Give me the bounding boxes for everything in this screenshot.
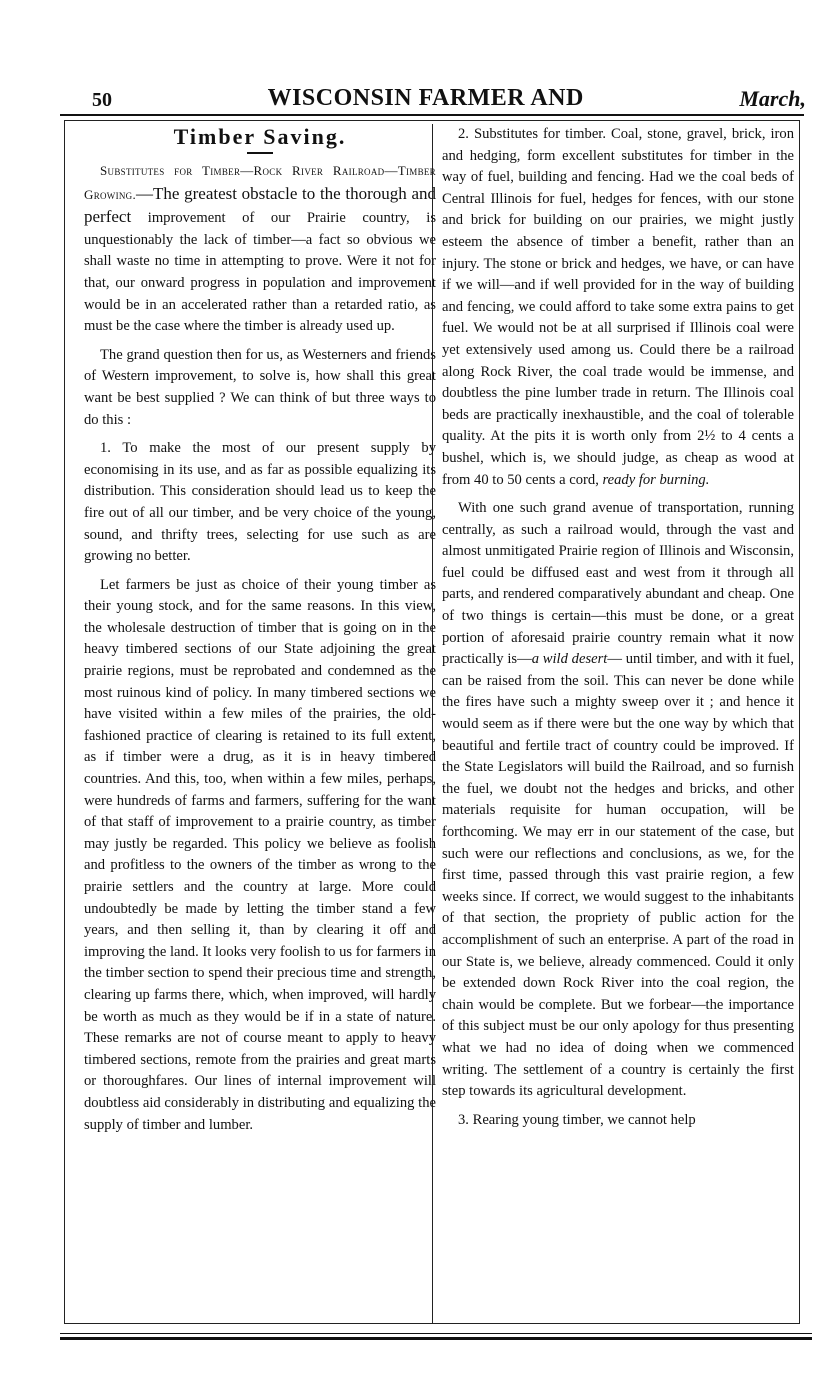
intro-lead-text: —The greatest obstacle to the thorough and perfect xyxy=(84,183,436,227)
article-paragraph: 1. To make the most of our present supply by economising in its use, and as far as possible equalizing its distribution. This consideration should lead us to keep the fire out of all our timber, and be very choice of the young, sound, and thrifty trees, selecting for use such as are growing no better. xyxy=(84,440,436,565)
left-column xyxy=(84,124,436,1316)
italic-phrase: a wild desert xyxy=(531,651,608,668)
article-subheads: Substitutes for Timber—Rock River Railroad—Timber Growing. xyxy=(84,163,436,202)
article-title: Timber Saving. xyxy=(173,124,347,149)
article-paragraph: 3. Rearing young timber, we cannot help xyxy=(458,1111,696,1128)
newspaper-page xyxy=(60,78,812,1326)
paragraph-text: With one such grand avenue of transportation, running centrally, as such a railroad would, through the vast and almost unmitigated Prairie region of Illinois and Wisconsin, fuel could be diffused east and west from it through all parts, and rendered comparatively abundant and cheap. One of two things is certain—this must be done, or a great portion of aforesaid prairie country remain what it now practically is— xyxy=(442,500,794,668)
article-paragraph xyxy=(442,498,794,1103)
bottom-rule xyxy=(60,1333,812,1340)
publication-title: WISCONSIN FARMER AND xyxy=(267,85,584,111)
paragraph-text: 2. Substitutes for timber. Coal, stone, gravel, brick, iron and hedging, form excellent substitutes for timber in the way of fuel, building and fencing. Had we the coal beds of Central Illinois for fuel, hedges for fences, with our stone and brick for building on our prairies, we might justly esteem the absence of timber a benefit, rather than an injury. The stone or brick and hedges, we have, or can have if we will—and if well provided for in the way of building and fencing, we could afford to take some extra pains to get fuel. We would not be at all surprised if Illinois coal were yet extensively used among us. Could there be a railroad along Rock River, the coal trade would be immense, and doubtless the pine lumber trade in return. The Illinois coal beds are practically inexhaustible, and the coal of tolerable quality. At the pits it is worth only from 2½ to 4 cents a bushel, which is, we should judge, as cheap as wood at from 40 to 50 cents a cord, xyxy=(442,126,794,488)
italic-phrase: ready for burning. xyxy=(602,471,710,488)
paragraph-text: — until timber, and with it fuel, can be raised from the soil. This can never be done while the fires have such a mighty sweep over it ; and hence it would seem as if there were but the one way by which that beautiful and fertile tract of country could be improved. If the State Legislators will build the Railroad, and so furnish the fuel, we doubt not the hedges and bricks, and other materials requisite for human occupation, will be forthcoming. We may err in our statement of the case, but such were our reflections and conclusions, as we, for the first time, passed through this vast prairie region, a few weeks since. If correct, we would suggest to the inhabitants of that section, the propriety of public action for the accomplishment of such an enterprise. A part of the road in our State is, we believe, already commenced. Could it only be extended down Rock River into the coal region, the chain would be complete. But we forbear—the importance of this subject must be our only apology for thus presenting what we had no idea of doing when we commenced writing. The settlement of a country is certainly the first step towards its agricultural development. xyxy=(442,651,794,1100)
page-header xyxy=(60,78,812,112)
intro-rest-text: improvement of our Prairie country, is unquestionably the lack of timber—a fact so obvious we shall waste no time in attempting to prove. Were it not for that, our onward progress in population and improvement would be in an accelerated rather than a retarded ratio, as must be the case where the timber is already used up. xyxy=(84,210,436,335)
right-column xyxy=(442,124,794,1316)
article-paragraph: Let farmers be just as choice of their young timber as their young stock, and for the same reasons. In this view, the wholesale destruction of timber that is going on in the heavy timbered sections of our State adjoining the great prairie regions, must be reprobated and condemned as the most ruinous kind of policy. In many timbered sections we have visited within a few miles of the prairies, the old-fashioned practice of clearing is retained to its full extent, as if timber were a drug, as it is in heavy timbered countries. And this, too, when within a few miles, perhaps, were hundreds of farms and farmers, suffering for the want of that staff of improvement to a prairie country, as timber may justly be regarded. This policy we believe as foolish and profitless to the owners of the timber as wrong to the prairie settlers and the country at large. More could undoubtedly be made by letting the timber stand a few years, and then selling it, than by clearing it off and improving the land. It looks very foolish to us for farmers in the timber section to spend their precious time and strength, clearing up farms there, which, when improved, will hardly be worth as much as they would be if in a state of nature. These remarks are not of course meant to apply to heavy timbered sections, remote from the prairies and great marts or thoroughfares. Our lines of internal improvement will doubtless aid considerably in distributing and equalizing the supply of timber and lumber. xyxy=(84,576,436,1133)
page-number: 50 xyxy=(92,89,112,111)
article-paragraph xyxy=(442,124,794,491)
issue-month: March, xyxy=(739,86,806,111)
article-paragraph: The grand question then for us, as Westerners and friends of Western improvement, to solve is, how shall this great want be best supplied ? We can think of but three ways to do this : xyxy=(84,346,436,428)
title-rule xyxy=(247,152,273,154)
article-paragraph-intro xyxy=(84,160,436,338)
